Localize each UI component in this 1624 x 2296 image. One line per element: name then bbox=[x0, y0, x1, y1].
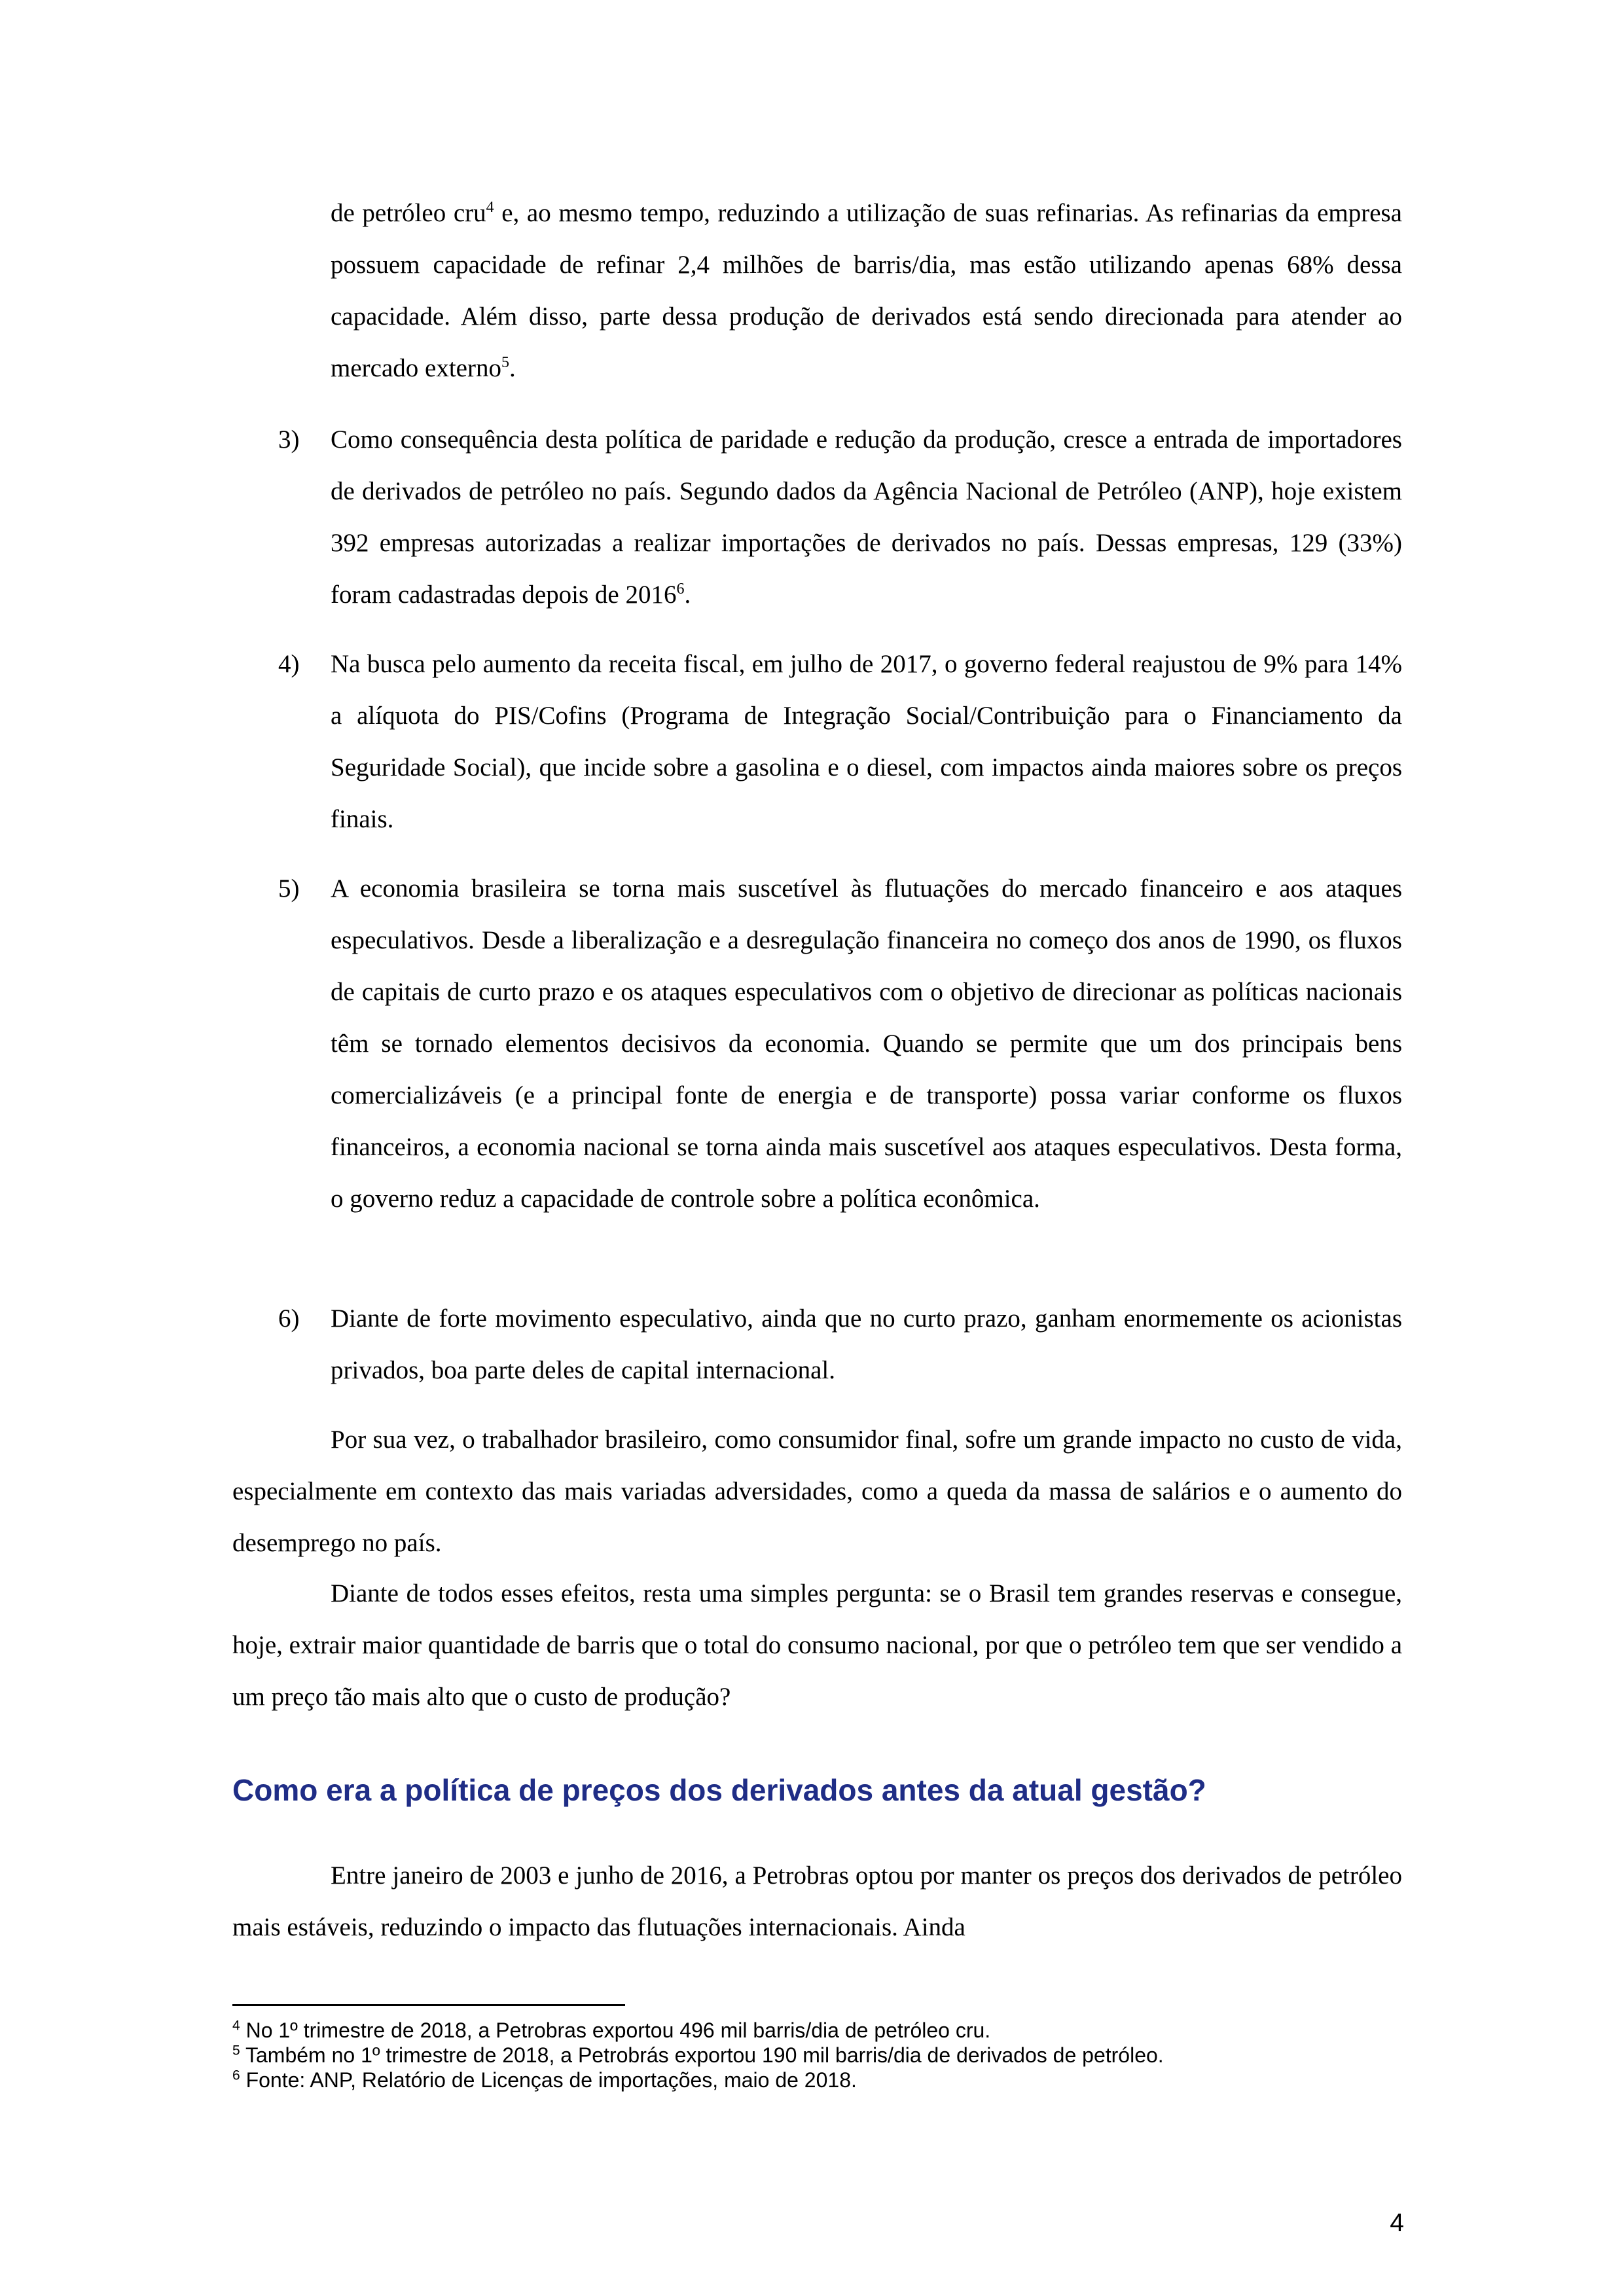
footnote-number: 5 bbox=[232, 2043, 240, 2058]
footnote-text: Fonte: ANP, Relatório de Licenças de importações, maio de 2018. bbox=[240, 2068, 857, 2092]
list-item-number: 5) bbox=[278, 874, 300, 903]
page-number: 4 bbox=[1390, 2209, 1404, 2237]
continuation-text-end: . bbox=[509, 354, 516, 382]
footnote-text: Também no 1º trimestre de 2018, a Petrobrás exportou 190 mil barris/dia de derivados de petróleo. bbox=[240, 2043, 1164, 2067]
section-paragraph: Entre janeiro de 2003 e junho de 2016, a Petrobras optou por manter os preços dos derivados de petróleo mais estáveis, reduzindo o impacto das flutuações internacionais. Ainda bbox=[232, 1861, 1402, 1941]
list-item-text: A economia brasileira se torna mais suscetível às flutuações do mercado financeiro e aos ataques especulativos. Desde a liberalização e a desregulação financeira no começo dos anos de 1990, os fluxos de capitais de curto prazo e os ataques especulativos com o objetivo de direcionar as políticas nacionais têm se tornado elementos decisivos da economia. Quando se permite que um dos principais bens comercializáveis (e a principal fonte de energia e de transporte) possa variar conforme os fluxos financeiros, a economia nacional se torna ainda mais suscetível aos ataques especulativos. Desta forma, o governo reduz a capacidade de controle sobre a política econômica. bbox=[331, 874, 1402, 1213]
footnote-number: 4 bbox=[232, 2018, 240, 2034]
body-paragraph-question: Diante de todos esses efeitos, resta uma simples pergunta: se o Brasil tem grandes reservas e consegue, hoje, extrair maior quantidade de barris que o total do consumo nacional, por que o petróleo tem que ser vendido a um preço tão mais alto que o custo de produção? bbox=[232, 1579, 1402, 1711]
list-item-end: . bbox=[684, 581, 691, 609]
continuation-text-part2: e, ao mesmo tempo, reduzindo a utilização de suas refinarias. As refinarias da empresa possuem capacidade de refinar 2,4 milhões de barris/dia, mas estão utilizando apenas 68% dessa capacidade. Além disso, parte dessa produção de derivados está sendo direcionada para atender ao mercado externo bbox=[331, 199, 1402, 382]
list-item-text: Diante de forte movimento especulativo, ainda que no curto prazo, ganham enormemente os acionistas privados, boa parte deles de capital internacional. bbox=[331, 1304, 1402, 1384]
list-item-text: Na busca pelo aumento da receita fiscal, em julho de 2017, o governo federal reajustou de 9% para 14% a alíquota do PIS/Cofins (Programa de Integração Social/Contribuição para o Financiamento da Seguridade Social), que incide sobre a gasolina e o diesel, com impactos ainda maiores sobre os preços finais. bbox=[331, 650, 1402, 833]
list-item-body: Como consequência desta política de paridade e redução da produção, cresce a entrada de importadores de derivados de petróleo no país. Segundo dados da Agência Nacional de Petróleo (ANP), hoje existem 392 empresas autorizadas a realizar importações de derivados no país. Dessas empresas, 129 (33%) foram cadastradas depois de 2016 bbox=[331, 425, 1402, 609]
section-heading: Como era a política de preços dos derivados antes da atual gestão? bbox=[232, 1773, 1206, 1807]
list-item-number: 4) bbox=[278, 650, 300, 678]
footnote-6 bbox=[232, 2068, 1411, 2092]
list-item-number: 6) bbox=[278, 1304, 300, 1333]
list-item-4 bbox=[232, 638, 1402, 845]
footnote-number: 6 bbox=[232, 2068, 240, 2083]
footnotes bbox=[232, 2018, 1411, 2092]
footnote-4 bbox=[232, 2018, 1411, 2043]
list-item-text bbox=[331, 414, 1402, 620]
footnote-ref-6: 6 bbox=[676, 581, 685, 598]
list-item-3 bbox=[232, 414, 1402, 620]
footnote-text: No 1º trimestre de 2018, a Petrobras exportou 496 mil barris/dia de petróleo cru. bbox=[240, 2018, 991, 2042]
footnote-ref-5: 5 bbox=[501, 354, 509, 371]
list-item-6 bbox=[232, 1293, 1402, 1396]
list-item-5 bbox=[232, 863, 1402, 1225]
list-item-number: 3) bbox=[278, 425, 300, 454]
continuation-text-part1: de petróleo cru bbox=[331, 199, 486, 227]
continuation-paragraph bbox=[331, 187, 1402, 394]
footnote-separator bbox=[232, 2004, 625, 2006]
footnote-5 bbox=[232, 2043, 1411, 2068]
footnote-ref-4: 4 bbox=[486, 199, 494, 216]
body-paragraph-consumer: Por sua vez, o trabalhador brasileiro, como consumidor final, sofre um grande impacto no custo de vida, especialmente em contexto das mais variadas adversidades, como a queda da massa de salários e o aumento do desemprego no país. bbox=[232, 1426, 1402, 1557]
